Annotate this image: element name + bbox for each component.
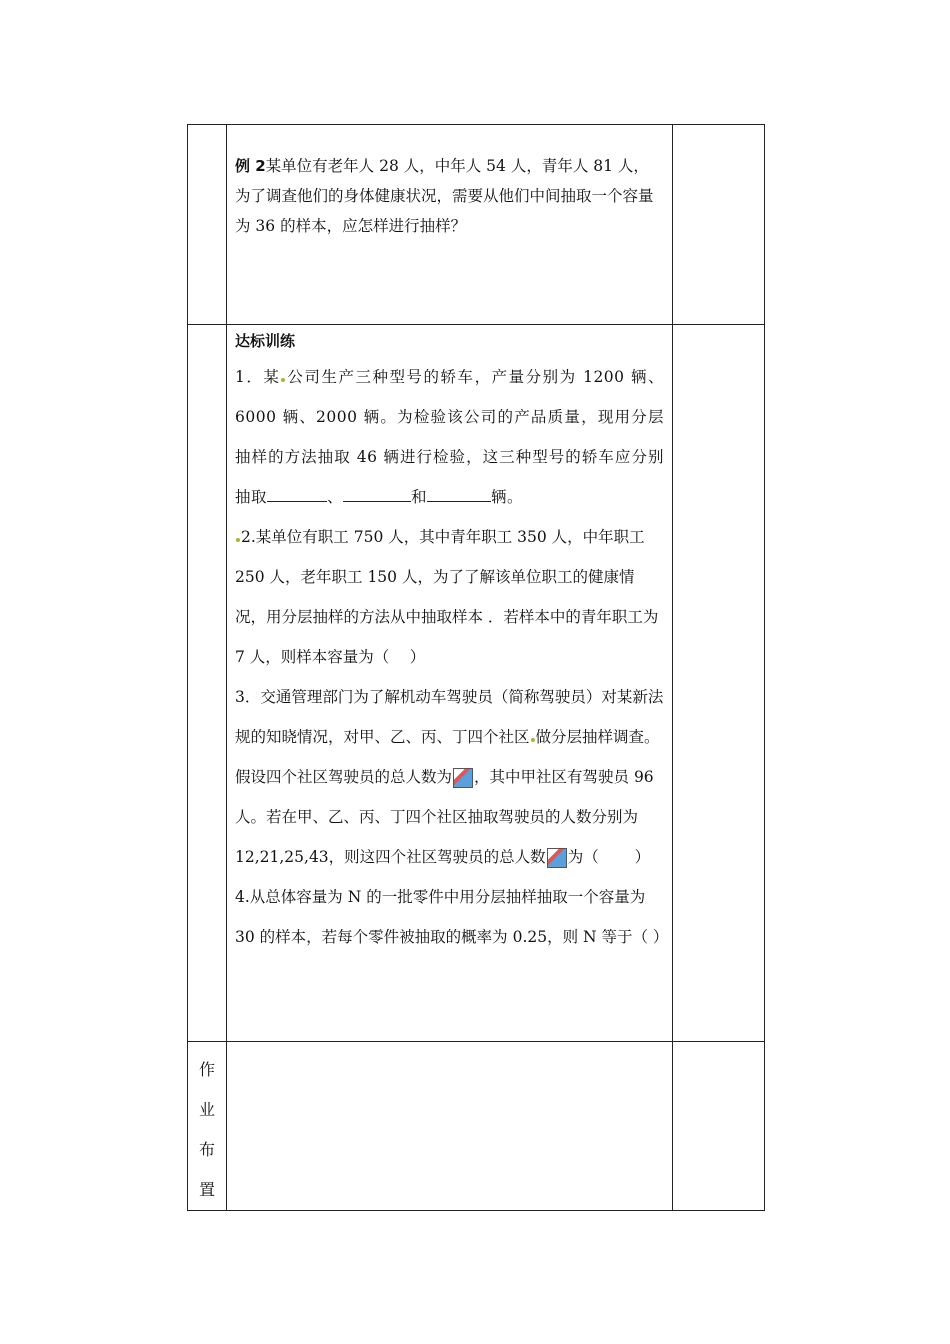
example-cell — [227, 125, 673, 325]
homework-row — [188, 1042, 765, 1211]
green-dot-mark-icon — [531, 738, 535, 742]
right-cell-empty — [673, 325, 765, 1042]
right-cell-empty — [673, 125, 765, 325]
answer-blank-2[interactable] — [343, 485, 411, 502]
practice-cell — [227, 325, 673, 1042]
lesson-table — [187, 124, 765, 1211]
broken-image-icon — [453, 768, 473, 788]
practice-heading: 达标训练 — [235, 332, 296, 350]
practice-row — [188, 325, 765, 1042]
homework-label-cell — [188, 1042, 227, 1211]
example-2 — [227, 151, 672, 241]
answer-blank-3[interactable] — [427, 485, 491, 502]
green-dot-mark-icon — [236, 538, 240, 542]
right-cell-empty — [673, 1042, 765, 1211]
left-cell-empty — [188, 325, 227, 1042]
green-dot-mark-icon — [281, 378, 285, 382]
example-2-label: 例 2 — [235, 157, 266, 175]
question-2: 2.某单位有职工 750 人，其中青年职工 350 人，中年职工 250 人，老年职工 150 人，为了了解该单位职工的健康情况，用分层抽样的方法从中抽取样本 ．若样本中的青年职工为 7 人，则样本容量为（ ） — [235, 528, 659, 666]
homework-content-cell — [227, 1042, 673, 1211]
example-2-text: 某单位有老年人 28 人，中年人 54 人，青年人 81 人，为了调查他们的身体健康状况，需要从他们中间抽取一个容量为 36 的样本，应怎样进行抽样？ — [235, 157, 654, 235]
left-cell-empty — [188, 125, 227, 325]
homework-label: 作 业 布 置 — [198, 1060, 215, 1199]
example-row — [188, 125, 765, 325]
answer-blank-1[interactable] — [267, 485, 327, 502]
question-4: 4.从总体容量为 N 的一批零件中用分层抽样抽取一个容量为 30 的样本，若每个零件被抽取的概率为 0.25，则 N 等于（ ） — [235, 888, 669, 946]
question-3: 3．交通管理部门为了解机动车驾驶员（简称驾驶员）对某新法规的知晓情况，对甲、乙、丙、丁四个社区 做分层抽样调查。假设四个社区驾驶员的总人数为 ，其中甲社区有驾驶员 96 人。若在甲、乙、丙、丁四个社区抽取驾驶员的人数分别为 12,21,25,43，则这四个社区驾驶员的总人数 为（ ） — [235, 688, 664, 866]
broken-image-icon — [547, 848, 567, 868]
question-1: 1．某 公司生产三种型号的轿车，产量分别为 1200 辆、6000 辆、2000 辆。为检验该公司的产品质量，现用分层抽样的方法抽取 46 辆进行检验，这三种型号的轿车应分别抽取 、 和 辆。 — [235, 368, 664, 506]
